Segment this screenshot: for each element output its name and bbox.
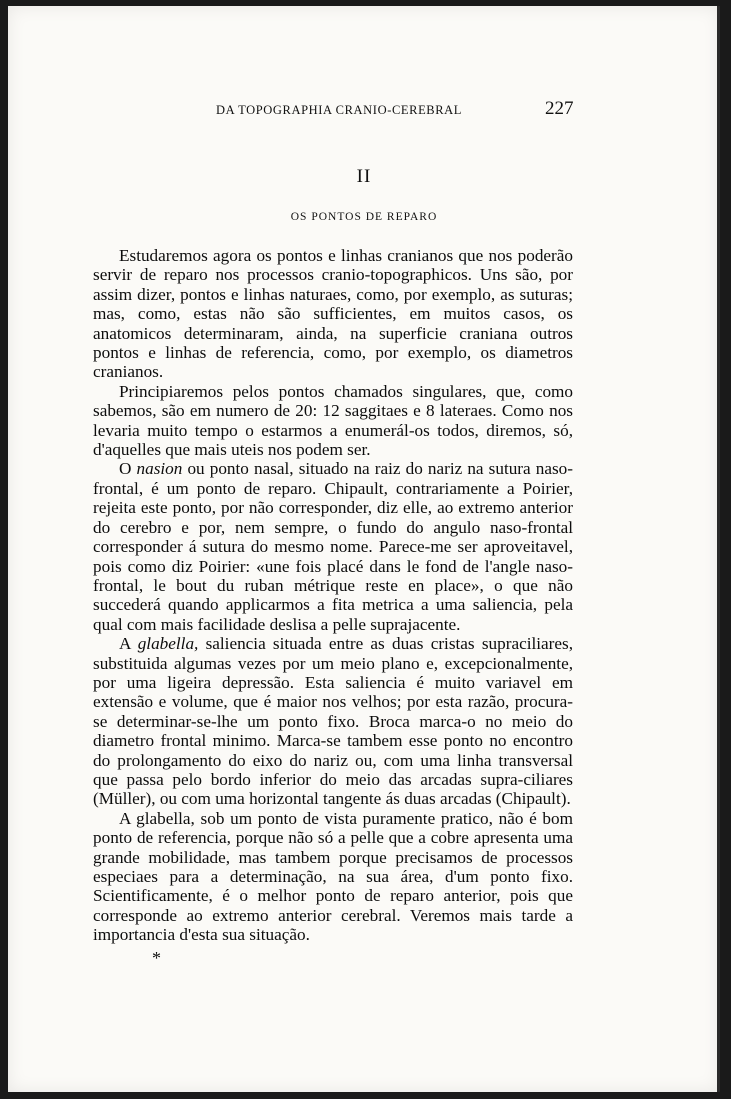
paragraph-text: Estudaremos agora os pontos e linhas cranianos que nos poderão servir de reparo nos processos cranio-topographicos. Uns são, por assim dizer, pontos e linhas naturaes, como, por exemplo, as suturas; mas, como, estas não são sufficientes, em muitos casos, os anatomicos determinaram, ainda, na superficie craniana outros pontos e linhas de referencia, como, por exemplo, os diametros cranianos. — [93, 246, 573, 382]
book-page — [8, 6, 720, 1092]
section-title: OS PONTOS DE REPARO — [290, 211, 438, 223]
scan-edge — [717, 6, 720, 1092]
paragraph-text: saliencia situada entre as duas cristas supraciliares, substituida algumas vezes por um meio plano e, excepcionalmente, por uma ligeira depressão. Esta saliencia é muito variavel em extensão e volume, que é maior nos velhos; por esta razão, procura-se determinar-se-lhe um ponto fixo. Broca marca-o no meio do diametro frontal minimo. Marca-se tambem esse ponto no encontro do prolongamento do eixo do nariz ou, com uma linha transversal que passa pelo bordo inferior do meio das arcadas supra-ciliares (Müller), ou com uma horizontal tangente ás duas arcadas (Chipault). — [93, 634, 573, 809]
paragraph-singular-points — [93, 382, 573, 460]
body-text — [93, 246, 573, 945]
page-number: 227 — [545, 98, 574, 119]
paragraph-text: Principiaremos pelos pontos chamados singulares, que, como sabemos, são em numero de 20: 12 saggitaes e 8 lateraes. Como nos levaria muito tempo o estarmos a enumerál-os todos, diremos, só, d'aquelles que mais uteis nos podem ser. — [93, 381, 573, 460]
paragraph-text: A glabella, sob um ponto de vista puramente pratico, não é bom ponto de referencia, porque não só a pelle que a cobre apresenta uma grande mobilidade, mas tambem porque precisamos de processos especiaes para a determinação, na sua área, d'um ponto fixo. Scientificamente, é o melhor ponto de reparo anterior, pois que corresponde ao extremo anterior cerebral. Veremos mais tarde a importancia d'esta sua situação. — [93, 808, 573, 945]
paragraph-intro — [93, 246, 573, 382]
running-title: DA TOPOGRAPHIA CRANIO-CEREBRAL — [216, 103, 463, 117]
term-glabella: glabella, — [137, 634, 199, 654]
paragraph-text: ou ponto nasal, situado na raiz do nariz na sutura naso-frontal, é um ponto de reparo. Chipault, contrariamente a Poirier, rejeita este ponto, por não corresponder, diz elle, ao extremo anterior do cerebro e por, nem sempre, o fundo do angulo naso-frontal corresponder á sutura do mesmo nome. Parece-me ser aproveitavel, pois como diz Poirier: «une fois placé dans le fond de l'angle naso-frontal, le bout du ruban métrique reste en place», o que não succederá quando applicarmos a fita metrica a uma saliencia, pela qual com mais facilidade deslisa a pelle suprajacente. — [93, 459, 573, 634]
chapter-number: II — [356, 166, 372, 187]
page-header — [8, 98, 720, 125]
signature-mark: * — [152, 948, 161, 968]
term-nasion: nasion — [136, 459, 183, 479]
paragraph-glabella — [93, 634, 573, 809]
paragraph-lead: A — [119, 634, 138, 654]
paragraph-lead: O — [119, 459, 137, 479]
paragraph-nasion — [93, 459, 573, 634]
paragraph-glabella-reference — [93, 809, 573, 945]
